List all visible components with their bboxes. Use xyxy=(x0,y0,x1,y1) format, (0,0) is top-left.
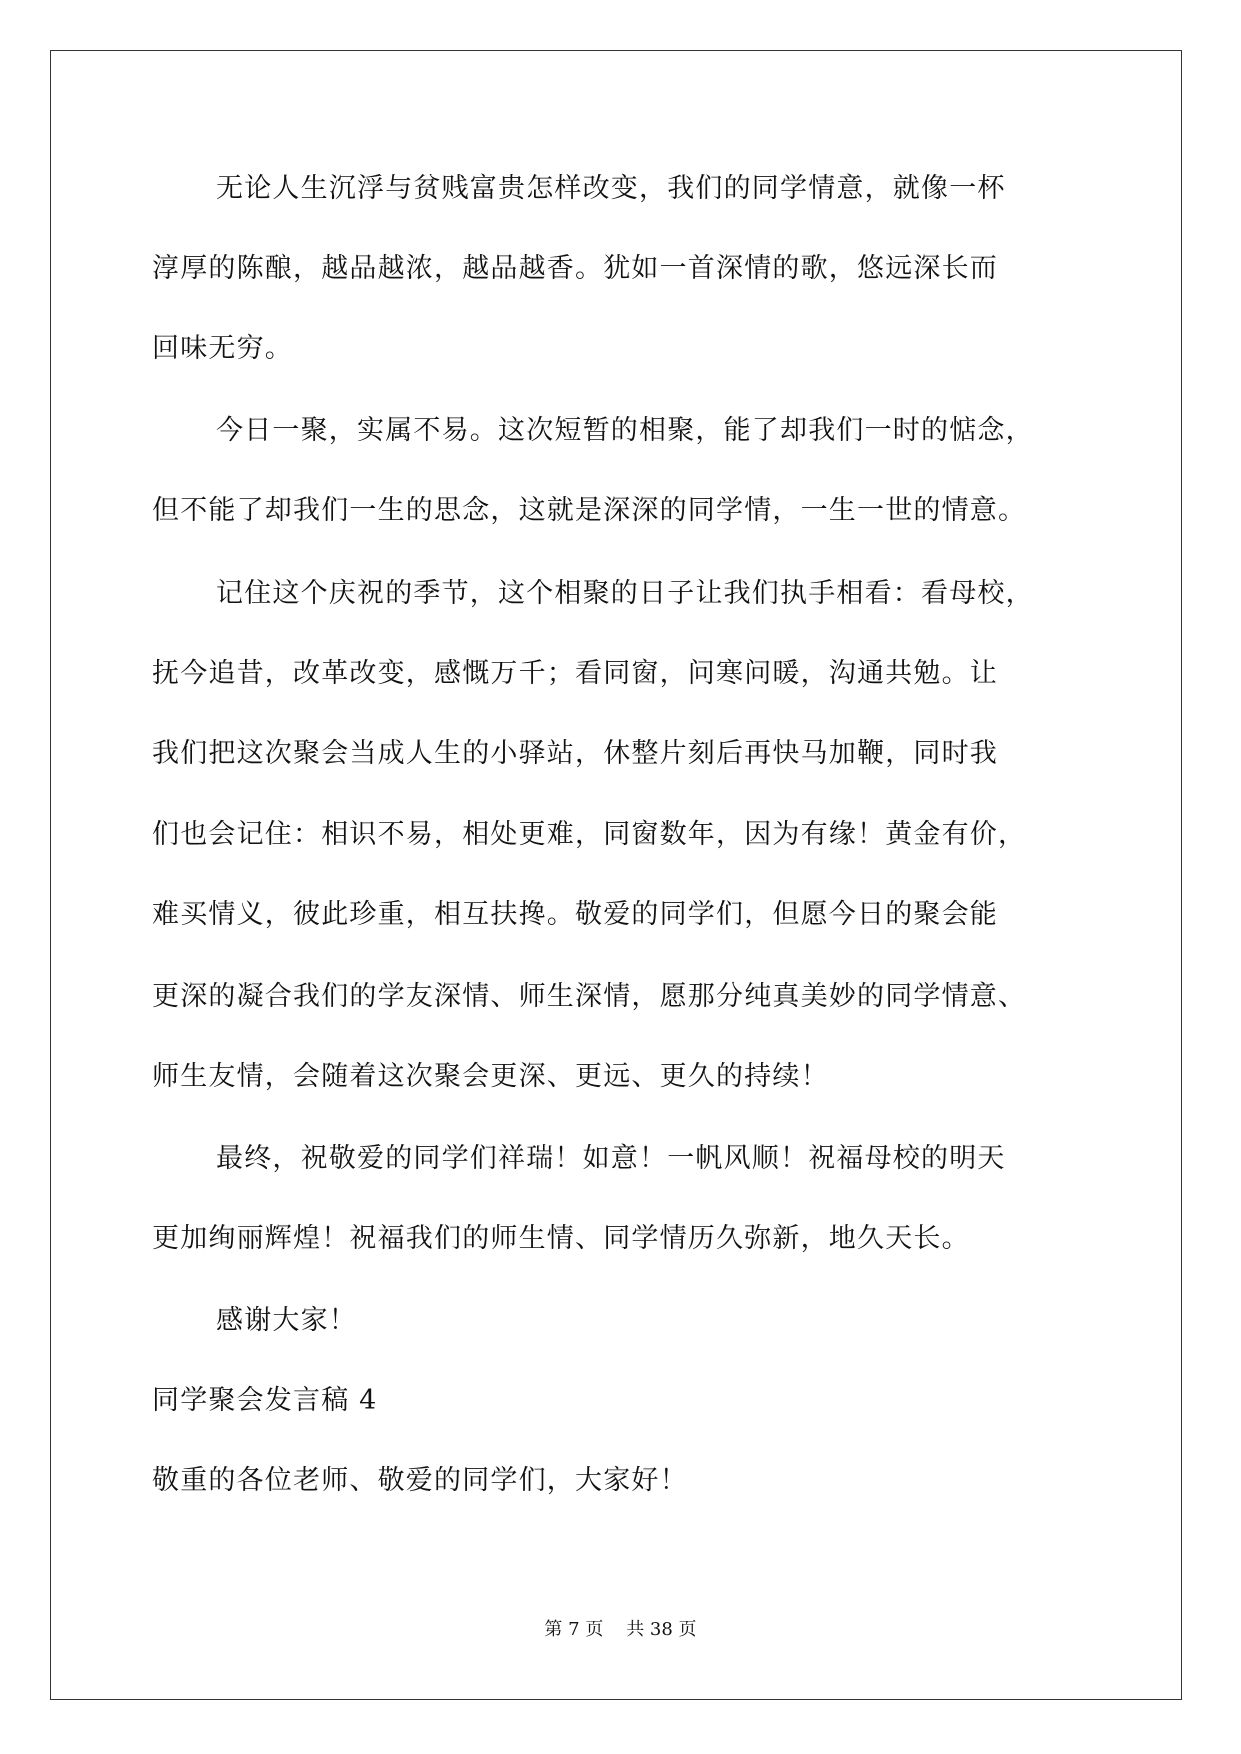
paragraph-line: 更深的凝合我们的学友深情、师生深情，愿那分纯真美妙的同学情意、 xyxy=(152,981,1027,1012)
paragraph-line: 回味无穷。 xyxy=(152,333,293,364)
paragraph-line: 难买情义，彼此珍重，相互扶搀。敬爱的同学们，但愿今日的聚会能 xyxy=(152,899,998,930)
paragraph-line: 今日一聚，实属不易。这次短暂的相聚，能了却我们一时的惦念， xyxy=(216,415,1034,446)
salutation-line: 敬重的各位老师、敬爱的同学们，大家好！ xyxy=(152,1465,688,1496)
paragraph-line: 师生友情，会随着这次聚会更深、更远、更久的持续！ xyxy=(152,1061,829,1092)
paragraph-line: 们也会记住：相识不易，相处更难，同窗数年，因为有缘！黄金有价， xyxy=(152,819,1027,850)
paragraph-line: 最终，祝敬爱的同学们祥瑞！如意！一帆风顺！祝福母校的明天 xyxy=(216,1143,1006,1174)
paragraph-line: 抚今追昔，改革改变，感慨万千；看同窗，问寒问暖，沟通共勉。让 xyxy=(152,658,998,689)
paragraph-line: 淳厚的陈酿，越品越浓，越品越香。犹如一首深情的歌，悠远深长而 xyxy=(152,253,998,284)
section-heading: 同学聚会发言稿 4 xyxy=(152,1385,378,1416)
paragraph-line: 无论人生沉浮与贫贱富贵怎样改变，我们的同学情意，就像一杯 xyxy=(216,173,1006,204)
paragraph-line: 记住这个庆祝的季节，这个相聚的日子让我们执手相看：看母校， xyxy=(216,578,1034,609)
paragraph-line: 更加绚丽辉煌！祝福我们的师生情、同学情历久弥新，地久天长。 xyxy=(152,1223,970,1254)
paragraph-line: 我们把这次聚会当成人生的小驿站，休整片刻后再快马加鞭，同时我 xyxy=(152,738,998,769)
paragraph-line: 感谢大家！ xyxy=(216,1305,357,1336)
paragraph-line: 但不能了却我们一生的思念，这就是深深的同学情，一生一世的情意。 xyxy=(152,495,1027,526)
page-footer: 第 7 页 共 38 页 xyxy=(544,1619,697,1640)
page-border xyxy=(50,50,1182,1700)
